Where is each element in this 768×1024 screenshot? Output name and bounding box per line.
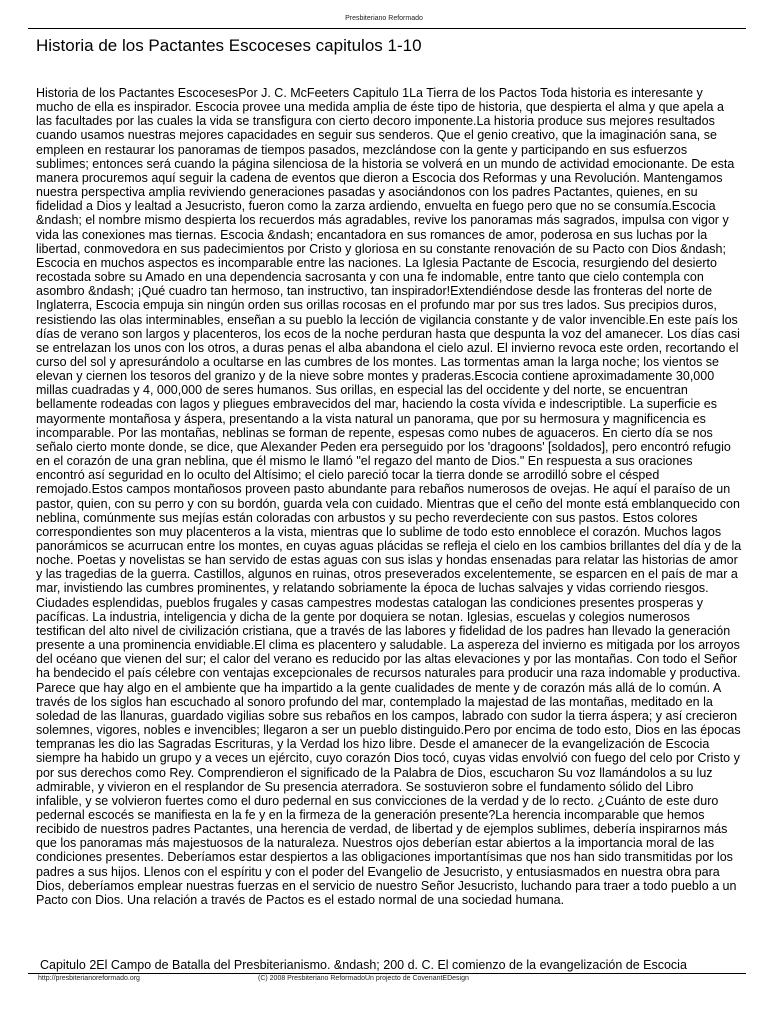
next-chapter-heading: Capitulo 2El Campo de Batalla del Presbiterianismo. &ndash; 200 d. C. El comienzo de la evangelización de Escocia — [40, 958, 687, 972]
footer-url-link[interactable]: http://presbiterianoreformado.org — [38, 975, 140, 982]
bottom-rule — [28, 973, 746, 974]
footer-copyright: (C) 2008 Presbiteriano ReformadoUn projecto de CovenantEDesign — [258, 975, 469, 982]
top-rule — [28, 28, 746, 29]
document-body: Historia de los Pactantes EscocesesPor J. C. McFeeters Capitulo 1La Tierra de los Pactos Toda historia es interesante y mucho de ella es inspirador. Escocia provee una medida amplia de éste tipo de historia, que despierta el alma y que apela a las facultades por las cuales la vida se transfigura con cierto decoro imponente.La historia produce sus mejores resultados cuando usamos nuestras mejores capacidades en seguir sus senderos. Que el genio creativo, que la imaginación sana, se empleen en restaurar los panoramas de tiempos pasados, mezclándose con la gente y participando en sus esfuerzos sublimes; entonces será cuando la página silenciosa de la historia se volverá en un mundo de actividad emocionante. De esta manera procuremos aquí seguir la cadena de eventos que dieron a Escocia dos Reformas y una Revolución. Mantengamos nuestra perspectiva amplia reviviendo generaciones pasadas y asociándonos con los padres Pactantes, quienes, en su fidelidad a Dios y lealtad a Jesucristo, fueron como la zarza ardiendo, envuelta en fuego pero que no se consumía.Escocia &ndash; el nombre mismo despierta los recuerdos más agradables, revive los panoramas más sagrados, impulsa con vigor y vida las conexiones mas tiernas. Escocia &ndash; encantadora en sus romances de amor, poderosa en sus luchas por la libertad, conmovedora en sus padecimientos por Cristo y gloriosa en su constante renovación de su Pacto con Dios &ndash; Escocia en muchos aspectos es incomparable entre las naciones. La Iglesia Pactante de Escocia, resurgiendo del desierto recostada sobre su Amado en una dependencia sacrosanta y con una fe indomable, entre tanto que cielo contempla con asombro &ndash; ¡Qué cuadro tan hermoso, tan instructivo, tan inspirador!Extendiéndose desde las fronteras del norte de Inglaterra, Escocia empuja sin ningún orden sus orillas rocosas en el profundo mar por sus tres lados. Sus precipios duros, resistiendo las olas interminables, enseñan a su pueblo la lección de vigilancia constante y de valor invencible.En este país los días de verano son largos y placenteros, los ecos de la noche perduran hasta que despunta la voz del amanecer. Los días casi se entrelazan los unos con los otros, a duras penas el alba abandona el cielo azul. El invierno revoca este orden, recortando el curso del sol y apresurándolo a ocultarse en las cumbres de los montes. Las tormentas aman la larga noche; los vientos se elevan y ciernen los tesoros del granizo y de la nieve sobre montes y praderas.Escocia contiene aproximadamente 30,000 millas cuadradas y 4, 000,000 de seres humanos. Sus orillas, en especial las del occidente y del norte, se encuentran bellamente rodeadas con lagos y pliegues embravecidos del mar, haciendo la costa vívida e indescriptible. La superficie es mayormente montañosa y áspera, presentando a la vista natural un panorama, que por su hermosura y magnificencia es incomparable. Por las montañas, neblinas se forman de repente, espesas como nubes de aguaceros. En cierto día se nos señalo cierto monte donde, se dice, que Alexander Peden era perseguido por los 'dragoons' [soldados], pero encontró refugio en el corazón de una gran neblina, que él mismo le llamó "el regazo del manto de Dios." En respuesta a sus oraciones encontró así seguridad en lo oculto del Altísimo; el cielo pareció tocar la tierra donde se arrodilló sobre el césped remojado.Estos campos montañosos proveen pasto abundante para rebaños numerosos de ovejas. He aquí el paraíso de un pastor, quien, con su perro y con su bordón, guarda vela con cuidado. Mientras que el ceño del monte está emblanquecido con neblina, comúnmente sus mejías están coloradas con arbustos y su pecho reverdeciente con sus pastos. Estos colores correspondientes son muy placenteros a la vista, mientras que lo sublime de todo esto ennoblece el corazón. Muchos lagos panorámicos se acurrucan entre los montes, en cuyas aguas plácidas se refleja el cielo en los cambios brillantes del día y de la noche. Poetas y novelistas se han servido de estas aguas con sus islas y hondas ensenadas para relatar las historias de amor y las tragedias de la guerra. Castillos, algunos en ruinas, otros preseverados excelentemente, se esparcen en el país de mar a mar, invistiendo las cumbres prominentes, y relatando sobriamente la época de luchas salvajes y vidas corriendo riesgos. Ciudades esplendidas, pueblos frugales y casas campestres modestas catalogan las condiciones presentes prosperas y pacíficas. La industria, inteligencia y dicha de la gente por doquiera se notan. Iglesias, escuelas y colegios numerosos testifican del alto nivel de civilización cristiana, que a través de las labores y fidelidad de los padres han llevado la generación presente a una prominencia envidiable.El clima es placentero y saludable. La aspereza del invierno es mitigada por los arroyos del océano que vienen del sur; el calor del verano es reducido por las altas elevaciones y por las montañas. Con todo el Señor ha bendecido el país célebre con ventajas excepcionales de recursos naturales para producir una raza indomable y productiva. Parece que hay algo en el ambiente que ha impartido a la gente cualidades de mente y de corazón más allá de lo común. A través de los siglos han escuchado al sonoro profundo del mar, contemplado la majestad de las montañas, meditado en la soledad de las llanuras, guardado vigilias sobre sus rebaños en los campos, labrado con sudor la tierra áspera; y así crecieron solemnes, vigores, nobles e invencibles; llegaron a ser un pueblo distinguido.Pero por encima de todo esto, Dios en las épocas tempranas les dio las Sagradas Escrituras, y la Verdad los hizo libre. Desde el amanecer de la evangelización de Escocia siempre ha habido un grupo y a veces un ejército, cuyo corazón Dios tocó, cuyas vidas envolvió con fuego del celo por Cristo y por sus derechos como Rey. Comprendieron el significado de la Palabra de Dios, escucharon Su voz llamándolos a su luz admirable, y vivieron en el resplandor de Su presencia aterradora. Se sostuvieron sobre el fundamento sólido del Libro infalible, y se volvieron fuertes como el duro pedernal en sus convicciones de la verdad y de lo recto. ¿Cuánto de este duro pedernal escocés se manifiesta en la fe y en la firmeza de la generación presente?La herencia incomparable que hemos recibido de nuestros padres Pactantes, una herencia de verdad, de libertad y de ejemplos sublimes, debería inspirarnos más que los panoramas más majestuosos de la naturaleza. Nuestros ojos deberían estar abiertos a la importancia moral de las condiciones presentes. Deberíamos estar despiertos a las obligaciones importantísimas que nos han sido transmitidas por los padres a sus hijos. Llenos con el espíritu y con el poder del Evangelio de Jesucristo, y entusiasmados en nuestra obra para Dios, deberíamos emplear nuestras fuerzas en el servicio de nuestro Señor Jesucristo, luchando para traer a todo pueblo a un Pacto con Dios. Una relación a través de Pactos es el estado normal de una sociedad humana. — [36, 86, 742, 907]
page-title: Historia de los Pactantes Escoceses capitulos 1-10 — [36, 36, 422, 55]
site-name: Presbiteriano Reformado — [345, 15, 423, 22]
